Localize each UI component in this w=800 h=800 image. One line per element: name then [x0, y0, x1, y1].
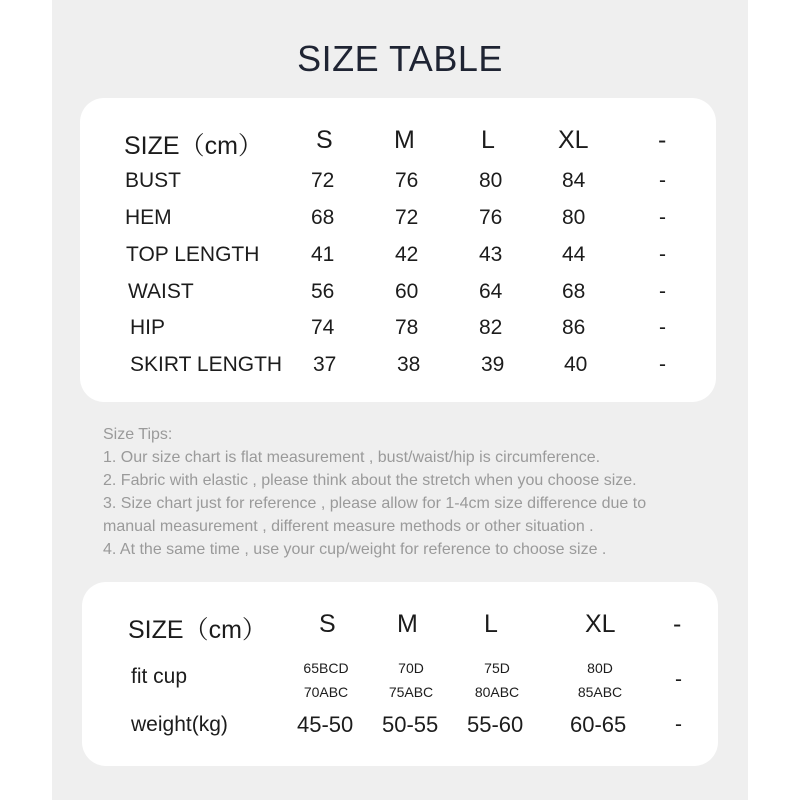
table-cell: 82	[479, 316, 503, 339]
table-cell: -	[675, 713, 682, 736]
cup-value: 70D	[398, 660, 424, 676]
cup-value: 80D	[587, 660, 613, 676]
tip-line: 1. Our size chart is flat measurement , bust/waist/hip is circumference.	[103, 449, 601, 466]
table-cell: 80	[562, 206, 586, 229]
row-label-skirt-length: SKIRT LENGTH	[130, 353, 283, 376]
row-label-top-length: TOP LENGTH	[126, 243, 260, 266]
table-cell: 60	[395, 280, 419, 303]
tip-line: 3. Size chart just for reference , please allow for 1-4cm size difference due to	[103, 495, 647, 512]
weight-value: 60-65	[570, 712, 627, 737]
table-cell: 68	[311, 206, 335, 229]
cup-value: 85ABC	[577, 684, 623, 700]
fit-cup-cell	[381, 656, 441, 704]
row-label-waist: WAIST	[128, 280, 194, 303]
table-cell: 43	[479, 243, 503, 266]
table-cell: -	[659, 169, 666, 192]
tip-line: 4. At the same time , use your cup/weight for reference to choose size .	[103, 541, 607, 558]
row-label-bust: BUST	[125, 169, 182, 192]
table-cell: -	[659, 316, 666, 339]
table-cell: 86	[562, 316, 586, 339]
weight-value: 55-60	[467, 712, 524, 737]
table-cell: 76	[479, 206, 503, 229]
table-cell: 42	[395, 243, 419, 266]
weight-value: 45-50	[297, 712, 354, 737]
cup-value: 75D	[484, 660, 510, 676]
size-header-dash: -	[658, 126, 667, 154]
table-cell: 40	[564, 353, 588, 376]
row-label-hem: HEM	[125, 206, 172, 229]
table-cell: 80	[479, 169, 503, 192]
table-cell: 84	[562, 169, 586, 192]
table-cell: 44	[562, 243, 586, 266]
cup-value: 65BCD	[303, 660, 349, 676]
row-label-fit-cup: fit cup	[131, 665, 188, 688]
table-cell: 37	[313, 353, 337, 376]
row-label-hip: HIP	[130, 316, 166, 339]
table-cell: 38	[397, 353, 421, 376]
cup-value: 70ABC	[303, 684, 349, 700]
size-header-m: M	[394, 126, 415, 154]
table-cell: 39	[481, 353, 505, 376]
table-cell: 41	[311, 243, 335, 266]
table-cell: 72	[311, 169, 335, 192]
fit-cup-cell	[467, 656, 527, 704]
table-cell: -	[659, 206, 666, 229]
table-cell: 68	[562, 280, 586, 303]
size-header-xl: XL	[558, 126, 589, 154]
fit-header-l: L	[484, 610, 498, 638]
fit-header-label: SIZE（cm）	[128, 616, 267, 644]
page-title: SIZE TABLE	[297, 38, 503, 79]
table-cell: 76	[395, 169, 419, 192]
row-label-weight: weight(kg)	[131, 713, 228, 736]
table-cell: 64	[479, 280, 503, 303]
fit-header-xl: XL	[585, 610, 616, 638]
tip-line: 2. Fabric with elastic , please think about the stretch when you choose size.	[103, 472, 637, 489]
table-cell: -	[659, 243, 666, 266]
cup-value: 75ABC	[388, 684, 434, 700]
table-cell: -	[659, 280, 666, 303]
tips-heading: Size Tips:	[103, 426, 173, 443]
table-cell: 74	[311, 316, 335, 339]
fit-cup-cell	[296, 656, 356, 704]
table-cell: 56	[311, 280, 335, 303]
size-header-label: SIZE（cm）	[124, 132, 263, 160]
table-cell: 72	[395, 206, 419, 229]
table-cell: 78	[395, 316, 419, 339]
weight-value: 50-55	[382, 712, 439, 737]
tip-line: manual measurement , different measure methods or other situation .	[103, 518, 594, 535]
fit-cup-cell	[570, 656, 630, 704]
cup-value: 80ABC	[474, 684, 520, 700]
fit-header-dash: -	[673, 610, 682, 638]
table-cell: -	[675, 668, 682, 691]
table-cell: -	[659, 353, 666, 376]
size-header-l: L	[481, 126, 495, 154]
fit-header-s: S	[319, 610, 336, 638]
size-header-s: S	[316, 126, 333, 154]
fit-header-m: M	[397, 610, 418, 638]
